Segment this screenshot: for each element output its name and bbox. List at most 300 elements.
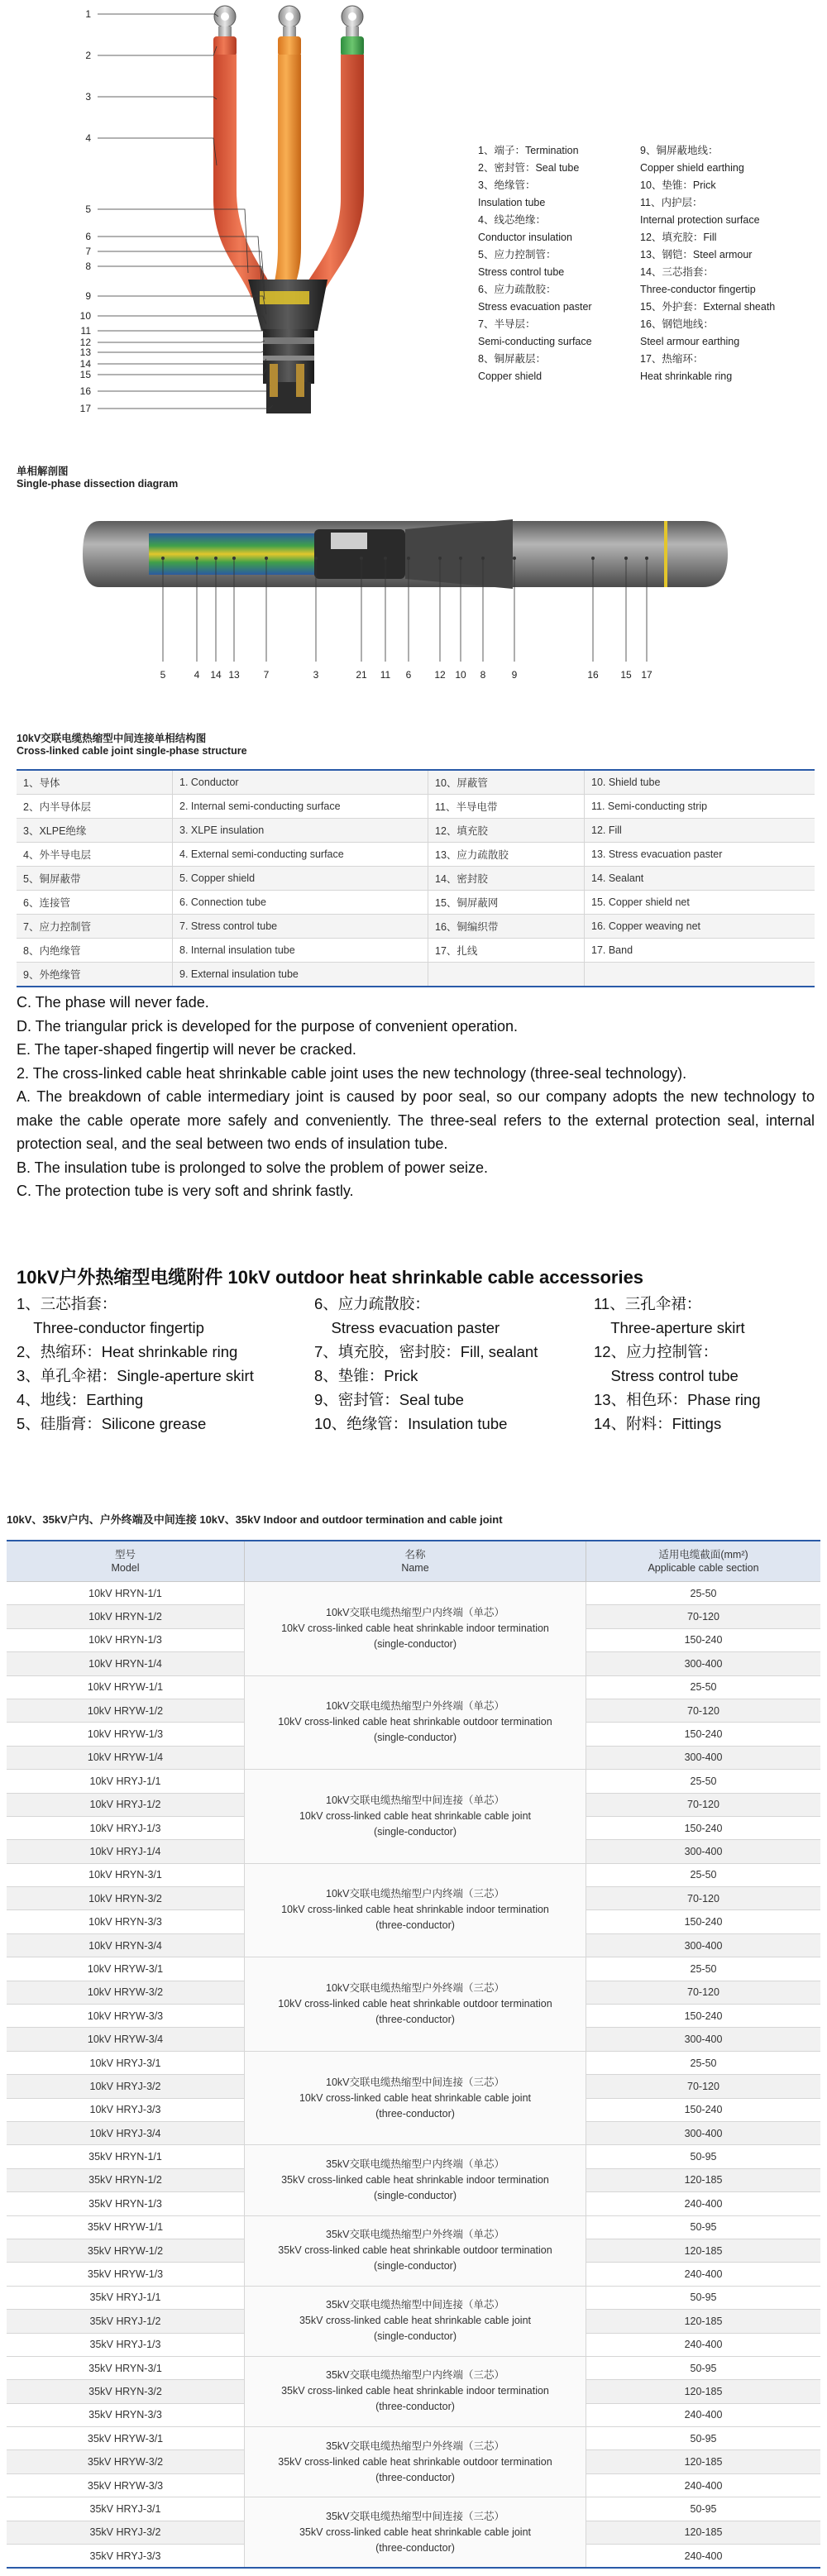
termination-callout-16: 16	[79, 385, 91, 397]
spec-section: 50-95	[586, 2427, 821, 2450]
spec-model: 10kV HRYN-1/2	[7, 1605, 245, 1628]
termination-leader-1	[98, 14, 218, 17]
termination-leader-12	[98, 341, 265, 342]
joint-leader-dot-6	[407, 557, 410, 560]
spec-name-line: (single-conductor)	[373, 1825, 457, 1838]
termination-leader-14	[98, 359, 266, 364]
joint-callout-4: 4	[194, 669, 200, 681]
spec-section: 50-95	[586, 2215, 821, 2239]
structure-row	[17, 939, 815, 963]
spec-name-line: (three-conductor)	[375, 2014, 455, 2026]
structure-table	[17, 769, 815, 987]
joint-title	[17, 466, 178, 490]
joint-callout-12: 12	[434, 669, 446, 681]
legend-right-line: 16、钢铠地线：	[640, 318, 714, 330]
joint-leader-dot-21	[360, 557, 363, 560]
structure-cell: 16、铜编织带	[428, 915, 585, 939]
core-third	[303, 55, 364, 291]
spec-model: 35kV HRYN-1/3	[7, 2192, 245, 2215]
termination-callout-1: 1	[85, 8, 91, 20]
spec-row	[7, 2356, 820, 2379]
spec-section: 240-400	[586, 2263, 821, 2286]
spec-name-line: (single-conductor)	[373, 1637, 457, 1650]
spec-name-line: 35kV交联电缆热缩型中间连接（单芯）	[326, 2299, 504, 2311]
termination-callout-10: 10	[79, 310, 91, 322]
spec-name-line: 10kV cross-linked cable heat shrinkable outdoor termination	[278, 1998, 552, 2010]
spec-name-line: 35kV cross-linked cable heat shrinkable cable joint	[299, 2315, 532, 2327]
structure-title-en: Cross-linked cable joint single-phase structure	[17, 745, 247, 757]
spec-section: 300-400	[586, 1652, 821, 1675]
legend-right-line: Internal protection surface	[640, 214, 760, 226]
structure-cell: 4. External semi-conducting surface	[173, 843, 428, 867]
spec-name-line: (three-conductor)	[375, 2471, 455, 2483]
legend-right-line: 9、铜屏蔽地线：	[640, 145, 719, 156]
spec-model: 10kV HRYJ-1/4	[7, 1840, 245, 1863]
legend-left-line: 8、铜屏蔽层：	[478, 353, 546, 365]
spec-model: 10kV HRYW-1/1	[7, 1675, 245, 1699]
spec-row	[7, 1770, 820, 1793]
spec-name	[245, 2051, 586, 2145]
spec-model: 35kV HRYJ-3/3	[7, 2545, 245, 2569]
structure-cell: 5. Copper shield	[173, 867, 428, 891]
structure-cell: 9. External insulation tube	[173, 963, 428, 987]
spec-name-line: 35kV交联电缆热缩型户外终端（单芯）	[326, 2229, 504, 2241]
termination-callout-12: 12	[79, 337, 91, 348]
spec-name-line: 35kV交联电缆热缩型中间连接（三芯）	[326, 2510, 504, 2522]
spec-section: 25-50	[586, 1957, 821, 1981]
spec-section: 300-400	[586, 1840, 821, 1863]
spec-section: 70-120	[586, 1699, 821, 1722]
spec-model: 35kV HRYW-3/1	[7, 2427, 245, 2450]
legend-left-line: Copper shield	[478, 370, 543, 382]
spec-model: 35kV HRYJ-1/1	[7, 2286, 245, 2309]
legend-left-column	[478, 142, 643, 385]
feature-paragraph: D. The triangular prick is developed for the purpose of convenient operation.	[17, 1017, 519, 1035]
spec-section: 240-400	[586, 2545, 821, 2569]
structure-cell: 2. Internal semi-conducting surface	[173, 795, 428, 819]
spec-model: 10kV HRYN-3/4	[7, 1933, 245, 1957]
features-text	[17, 991, 815, 1203]
structure-cell: 12. Fill	[585, 819, 815, 843]
spec-section: 120-185	[586, 2521, 821, 2544]
joint-callout-17: 17	[641, 669, 653, 681]
joint-callout-10: 10	[455, 669, 466, 681]
accessories-title: 10kV户外热缩型电缆附件 10kV outdoor heat shrinkable cable accessories	[17, 1267, 644, 1288]
spec-name-line: 10kV cross-linked cable heat shrinkable indoor termination	[281, 1904, 549, 1916]
structure-cell: 1、导体	[17, 770, 173, 795]
spec-model: 10kV HRYW-3/1	[7, 1957, 245, 1981]
joint-leader-dot-16	[591, 557, 595, 560]
legend-right-line: Steel armour earthing	[640, 336, 740, 347]
structure-cell	[428, 963, 585, 987]
spec-model: 10kV HRYJ-3/1	[7, 2051, 245, 2074]
spec-name-line: 10kV交联电缆热缩型户外终端（单芯）	[326, 1700, 504, 1713]
structure-cell: 2、内半导体层	[17, 795, 173, 819]
spec-section: 25-50	[586, 1582, 821, 1605]
spec-title: 10kV、35kV户内、户外终端及中间连接 10kV、35kV Indoor and outdoor termination and cable joint	[7, 1513, 503, 1526]
spec-name	[245, 2427, 586, 2497]
spec-section: 240-400	[586, 2333, 821, 2356]
spec-section: 50-95	[586, 2286, 821, 2309]
spec-model: 35kV HRYN-3/1	[7, 2356, 245, 2379]
termination-callout-17: 17	[79, 403, 91, 413]
accessory-item: Stress evacuation paster	[314, 1319, 500, 1336]
spec-name-line: (three-conductor)	[375, 2107, 455, 2120]
core-orange	[271, 55, 301, 298]
spec-section: 50-95	[586, 2145, 821, 2168]
spec-name-line: (three-conductor)	[375, 2541, 455, 2554]
structure-cell: 10. Shield tube	[585, 770, 815, 795]
spec-model: 10kV HRYJ-1/3	[7, 1816, 245, 1839]
spec-model: 35kV HRYW-1/3	[7, 2263, 245, 2286]
accessory-item: 3、单孔伞裙：Single-aperture skirt	[17, 1367, 254, 1384]
joint-title-cn: 单相解剖图	[17, 466, 69, 477]
accessory-item: 2、热缩环：Heat shrinkable ring	[17, 1343, 238, 1360]
spec-name-line: 35kV交联电缆热缩型户外终端（三芯）	[326, 2440, 504, 2452]
spec-model: 10kV HRYN-1/3	[7, 1628, 245, 1651]
spec-model: 35kV HRYN-3/2	[7, 2380, 245, 2403]
spec-name-line: 35kV cross-linked cable heat shrinkable cable joint	[299, 2526, 532, 2538]
structure-cell: 6. Connection tube	[173, 891, 428, 915]
spec-row	[7, 2145, 820, 2168]
spec-name-line: (single-conductor)	[373, 2189, 457, 2201]
spec-row	[7, 2051, 820, 2074]
joint-callout-7: 7	[263, 669, 270, 681]
spec-model: 10kV HRYJ-3/2	[7, 2075, 245, 2098]
spec-model: 35kV HRYN-3/3	[7, 2403, 245, 2426]
feature-paragraph: B. The insulation tube is prolonged to solve the problem of power seize.	[17, 1159, 489, 1176]
accessory-item: 4、地线：Earthing	[17, 1391, 144, 1408]
spec-row	[7, 1675, 820, 1699]
joint-callout-6: 6	[405, 669, 412, 681]
spec-name-line: 35kV cross-linked cable heat shrinkable indoor termination	[281, 2385, 549, 2397]
spec-row	[7, 2286, 820, 2309]
legend-left-line: 1、端子：Termination	[478, 145, 579, 156]
spec-model: 10kV HRYJ-1/2	[7, 1793, 245, 1816]
structure-cell: 7、应力控制管	[17, 915, 173, 939]
structure-cell: 17. Band	[585, 939, 815, 963]
joint-leader-dot-9	[513, 557, 516, 560]
structure-cell: 13. Stress evacuation paster	[585, 843, 815, 867]
header-name: 名称 Name	[245, 1541, 586, 1582]
spec-name-line: 35kV交联电缆热缩型户内终端（三芯）	[326, 2369, 504, 2382]
joint-leader-dot-13	[232, 557, 236, 560]
legend-right-column	[640, 142, 805, 385]
spec-model: 35kV HRYN-1/1	[7, 2145, 245, 2168]
spec-section: 150-240	[586, 1816, 821, 1839]
termination-callout-13: 13	[79, 346, 91, 358]
structure-row	[17, 963, 815, 987]
structure-cell: 13、应力疏散胶	[428, 843, 585, 867]
spec-section: 120-185	[586, 2380, 821, 2403]
spec-name-line: 10kV交联电缆热缩型中间连接（三芯）	[326, 2076, 504, 2088]
spec-section: 150-240	[586, 2005, 821, 2028]
legend-right-line: Three-conductor fingertip	[640, 284, 756, 295]
structure-row	[17, 795, 815, 819]
legend-right-line: Heat shrinkable ring	[640, 370, 733, 382]
spec-name	[245, 2145, 586, 2215]
spec-model: 10kV HRYJ-1/1	[7, 1770, 245, 1793]
structure-cell: 9、外绝缘管	[17, 963, 173, 987]
termination-leader-16	[98, 385, 270, 391]
termination-leader-2	[98, 46, 217, 55]
termination-leader-17	[98, 405, 273, 409]
spec-name	[245, 2215, 586, 2286]
termination-callout-4: 4	[85, 132, 91, 144]
spec-model: 10kV HRYN-1/4	[7, 1652, 245, 1675]
accessory-item: 11、三孔伞裙：	[594, 1295, 702, 1312]
feature-paragraph: E. The taper-shaped fingertip will never be cracked.	[17, 1041, 356, 1058]
spec-model: 10kV HRYW-1/4	[7, 1746, 245, 1769]
accessory-item: Three-conductor fingertip	[17, 1319, 204, 1336]
header-model: 型号 Model	[7, 1541, 245, 1582]
spec-section: 300-400	[586, 1933, 821, 1957]
termination-leader-13	[98, 351, 265, 352]
spec-section: 240-400	[586, 2192, 821, 2215]
spec-model: 10kV HRYW-3/4	[7, 2028, 245, 2051]
accessory-item: 1、三芯指套：	[17, 1295, 117, 1312]
spec-name-line: 35kV交联电缆热缩型户内终端（单芯）	[326, 2158, 504, 2170]
spec-model: 35kV HRYW-3/3	[7, 2473, 245, 2497]
spec-section: 70-120	[586, 1605, 821, 1628]
accessory-item: 8、垫锥：Prick	[314, 1367, 418, 1384]
spec-name-line: 10kV交联电缆热缩型中间连接（单芯）	[326, 1794, 504, 1806]
joint-callout-14: 14	[210, 669, 222, 681]
structure-cell: 15. Copper shield net	[585, 891, 815, 915]
spec-name	[245, 1770, 586, 1864]
spec-name	[245, 1675, 586, 1770]
joint-callout-5: 5	[160, 669, 166, 681]
joint-leader-dot-5	[161, 557, 165, 560]
legend-right-line: 10、垫锥：Prick	[640, 179, 716, 191]
joint-leader-dot-11	[384, 557, 387, 560]
legend-right-line: 12、填充胶：Fill	[640, 232, 717, 243]
structure-cell	[585, 963, 815, 987]
accessory-item: Three-aperture skirt	[594, 1319, 745, 1336]
structure-cell: 6、连接管	[17, 891, 173, 915]
spec-name-line: 35kV cross-linked cable heat shrinkable indoor termination	[281, 2173, 549, 2186]
spec-section: 25-50	[586, 1863, 821, 1886]
legend-left-line: Insulation tube	[478, 197, 546, 208]
accessory-item: Stress control tube	[594, 1367, 739, 1384]
accessory-item: 7、填充胶，密封胶：Fill, sealant	[314, 1343, 538, 1360]
accessories-column-2	[314, 1292, 538, 1436]
structure-cell: 11、半导电带	[428, 795, 585, 819]
spec-row	[7, 2427, 820, 2450]
joint-leader-dot-10	[459, 557, 462, 560]
legend-left-line: 3、绝缘管：	[478, 179, 536, 191]
joint-leader-dot-3	[314, 557, 318, 560]
feature-paragraph: A. The breakdown of cable intermediary joint is caused by poor seal, so our company adopts the new technology to make the cable operate more safely and conveniently. The three-seal refers to the external protection seal, internal protection seal, and the seal between two ends of insulation tube.	[17, 1088, 815, 1152]
structure-row	[17, 770, 815, 795]
spec-section: 70-120	[586, 1981, 821, 2004]
structure-title	[17, 733, 247, 758]
spec-section: 120-185	[586, 2310, 821, 2333]
termination-leader-9	[98, 296, 266, 314]
spec-section: 300-400	[586, 2121, 821, 2144]
structure-cell: 8. Internal insulation tube	[173, 939, 428, 963]
feature-paragraph: C. The protection tube is very soft and shrink fastly.	[17, 1183, 354, 1199]
spec-section: 25-50	[586, 1675, 821, 1699]
spec-row	[7, 1582, 820, 1605]
spec-section: 120-185	[586, 2168, 821, 2191]
joint-leader-dot-4	[195, 557, 198, 560]
spec-model: 10kV HRYJ-3/3	[7, 2098, 245, 2121]
legend-left-line: Stress evacuation paster	[478, 301, 592, 313]
spec-name-line: (three-conductor)	[375, 1919, 455, 1932]
structure-cell: 1. Conductor	[173, 770, 428, 795]
spec-model: 35kV HRYW-3/2	[7, 2450, 245, 2473]
spec-model: 10kV HRYW-3/2	[7, 1981, 245, 2004]
spec-model: 10kV HRYW-3/3	[7, 2005, 245, 2028]
spec-name	[245, 1582, 586, 1676]
structure-cell: 12、填充胶	[428, 819, 585, 843]
accessory-item: 9、密封管：Seal tube	[314, 1391, 464, 1408]
legend-left-line: 4、线芯绝缘：	[478, 214, 546, 226]
termination-callout-6: 6	[85, 231, 91, 242]
accessory-item: 6、应力疏散胶：	[314, 1295, 430, 1312]
spec-name-line: (single-conductor)	[373, 2260, 457, 2273]
spec-section: 240-400	[586, 2473, 821, 2497]
spec-section: 150-240	[586, 1723, 821, 1746]
spec-section: 25-50	[586, 2051, 821, 2074]
legend-right-line: 14、三芯指套：	[640, 266, 714, 278]
spec-row	[7, 2497, 820, 2521]
spec-section: 50-95	[586, 2497, 821, 2521]
spec-model: 35kV HRYN-1/2	[7, 2168, 245, 2191]
termination-diagram	[0, 0, 463, 413]
structure-cell: 11. Semi-conducting strip	[585, 795, 815, 819]
legend-left-line: Stress control tube	[478, 266, 565, 278]
spec-row	[7, 1863, 820, 1886]
termination-leader-11	[98, 331, 266, 334]
structure-cell: 14. Sealant	[585, 867, 815, 891]
spec-name-line: 10kV cross-linked cable heat shrinkable indoor termination	[281, 1622, 549, 1634]
termination-leader-15	[98, 369, 266, 375]
accessory-item: 10、绝缘管：Insulation tube	[314, 1415, 508, 1432]
spec-section: 50-95	[586, 2356, 821, 2379]
joint-leader-dot-8	[481, 557, 485, 560]
termination-callout-15: 15	[79, 369, 91, 380]
core-red	[213, 55, 273, 298]
accessory-item: 12、应力控制管：	[594, 1343, 719, 1360]
joint-dissection-diagram	[0, 496, 827, 695]
legend-left-line: 5、应力控制管：	[478, 249, 557, 260]
spec-model: 35kV HRYJ-3/1	[7, 2497, 245, 2521]
termination-callout-5: 5	[85, 203, 91, 215]
legend-right-line: 15、外护套：External sheath	[640, 301, 776, 313]
joint-leader-dot-7	[265, 557, 268, 560]
spec-row	[7, 2215, 820, 2239]
termination-callouts	[80, 8, 273, 413]
legend-right-line: 17、热缩环：	[640, 353, 704, 365]
structure-title-cn: 10kV交联电缆热缩型中间连接单相结构图	[17, 733, 207, 744]
legend-right-line: Copper shield earthing	[640, 162, 744, 174]
spec-section: 70-120	[586, 1793, 821, 1816]
spec-name	[245, 2497, 586, 2569]
spec-name-line: (single-conductor)	[373, 1732, 457, 1744]
termination-leader-3	[98, 97, 217, 99]
structure-cell: 10、屏蔽管	[428, 770, 585, 795]
spec-name	[245, 1863, 586, 1957]
legend-left-line: 6、应力疏散胶：	[478, 284, 557, 295]
spec-header-row	[7, 1541, 820, 1582]
spec-section: 70-120	[586, 2075, 821, 2098]
spec-table	[7, 1540, 820, 2569]
legend-left-line: Conductor insulation	[478, 232, 572, 243]
spec-model: 10kV HRYN-3/1	[7, 1863, 245, 1886]
termination-leader-10	[98, 316, 266, 324]
structure-cell: 17、扎线	[428, 939, 585, 963]
spec-section: 120-185	[586, 2239, 821, 2262]
spec-model: 10kV HRYN-1/1	[7, 1582, 245, 1605]
accessory-item: 14、附料：Fittings	[594, 1415, 722, 1432]
joint-callout-21: 21	[356, 669, 367, 681]
spec-model: 10kV HRYW-1/3	[7, 1723, 245, 1746]
joint-callout-9: 9	[511, 669, 518, 681]
structure-cell: 4、外半导电层	[17, 843, 173, 867]
spec-section: 300-400	[586, 1746, 821, 1769]
spec-name-line: 10kV cross-linked cable heat shrinkable outdoor termination	[278, 1716, 552, 1728]
structure-row	[17, 891, 815, 915]
structure-cell: 3、XLPE绝缘	[17, 819, 173, 843]
breakout-boot	[248, 280, 327, 331]
joint-leader-dot-14	[214, 557, 218, 560]
spec-model: 10kV HRYJ-3/4	[7, 2121, 245, 2144]
spec-name-line: 10kV交联电缆热缩型户内终端（单芯）	[326, 1606, 504, 1618]
spec-section: 120-185	[586, 2450, 821, 2473]
structure-cell: 5、铜屏蔽带	[17, 867, 173, 891]
termination-callout-2: 2	[85, 50, 91, 61]
joint-title-en: Single-phase dissection diagram	[17, 478, 179, 490]
spec-model: 10kV HRYN-3/2	[7, 1887, 245, 1910]
structure-cell: 15、铜屏蔽网	[428, 891, 585, 915]
spec-name	[245, 2286, 586, 2356]
spec-name-line: 10kV cross-linked cable heat shrinkable cable joint	[299, 1809, 532, 1822]
structure-row	[17, 819, 815, 843]
feature-paragraph: C. The phase will never fade.	[17, 994, 209, 1011]
joint-leader-dot-12	[438, 557, 442, 560]
spec-name-line: 35kV cross-linked cable heat shrinkable outdoor termination	[278, 2455, 552, 2468]
spec-section: 70-120	[586, 1887, 821, 1910]
spec-section: 300-400	[586, 2028, 821, 2051]
structure-cell: 3. XLPE insulation	[173, 819, 428, 843]
spec-section: 25-50	[586, 1770, 821, 1793]
structure-cell: 7. Stress control tube	[173, 915, 428, 939]
spec-name-line: 35kV cross-linked cable heat shrinkable outdoor termination	[278, 2244, 552, 2257]
spec-name	[245, 1957, 586, 2052]
structure-cell: 14、密封胶	[428, 867, 585, 891]
joint-callout-16: 16	[587, 669, 599, 681]
spec-model: 35kV HRYW-1/2	[7, 2239, 245, 2262]
accessory-item: 5、硅脂膏：Silicone grease	[17, 1415, 207, 1432]
joint-callout-13: 13	[228, 669, 240, 681]
joint-leader-dot-15	[624, 557, 628, 560]
spec-name-line: (three-conductor)	[375, 2401, 455, 2413]
structure-cell: 16. Copper weaving net	[585, 915, 815, 939]
structure-row	[17, 843, 815, 867]
spec-row	[7, 1957, 820, 1981]
legend-left-line: Semi-conducting surface	[478, 336, 592, 347]
legend-left-line: 2、密封管：Seal tube	[478, 162, 580, 174]
termination-callout-9: 9	[85, 290, 91, 302]
spec-model: 35kV HRYJ-3/2	[7, 2521, 245, 2544]
spec-model: 35kV HRYJ-1/3	[7, 2333, 245, 2356]
termination-callout-7: 7	[85, 246, 91, 257]
termination-callout-11: 11	[80, 325, 91, 337]
termination-leader-4	[98, 138, 217, 165]
termination-callout-3: 3	[85, 91, 91, 103]
